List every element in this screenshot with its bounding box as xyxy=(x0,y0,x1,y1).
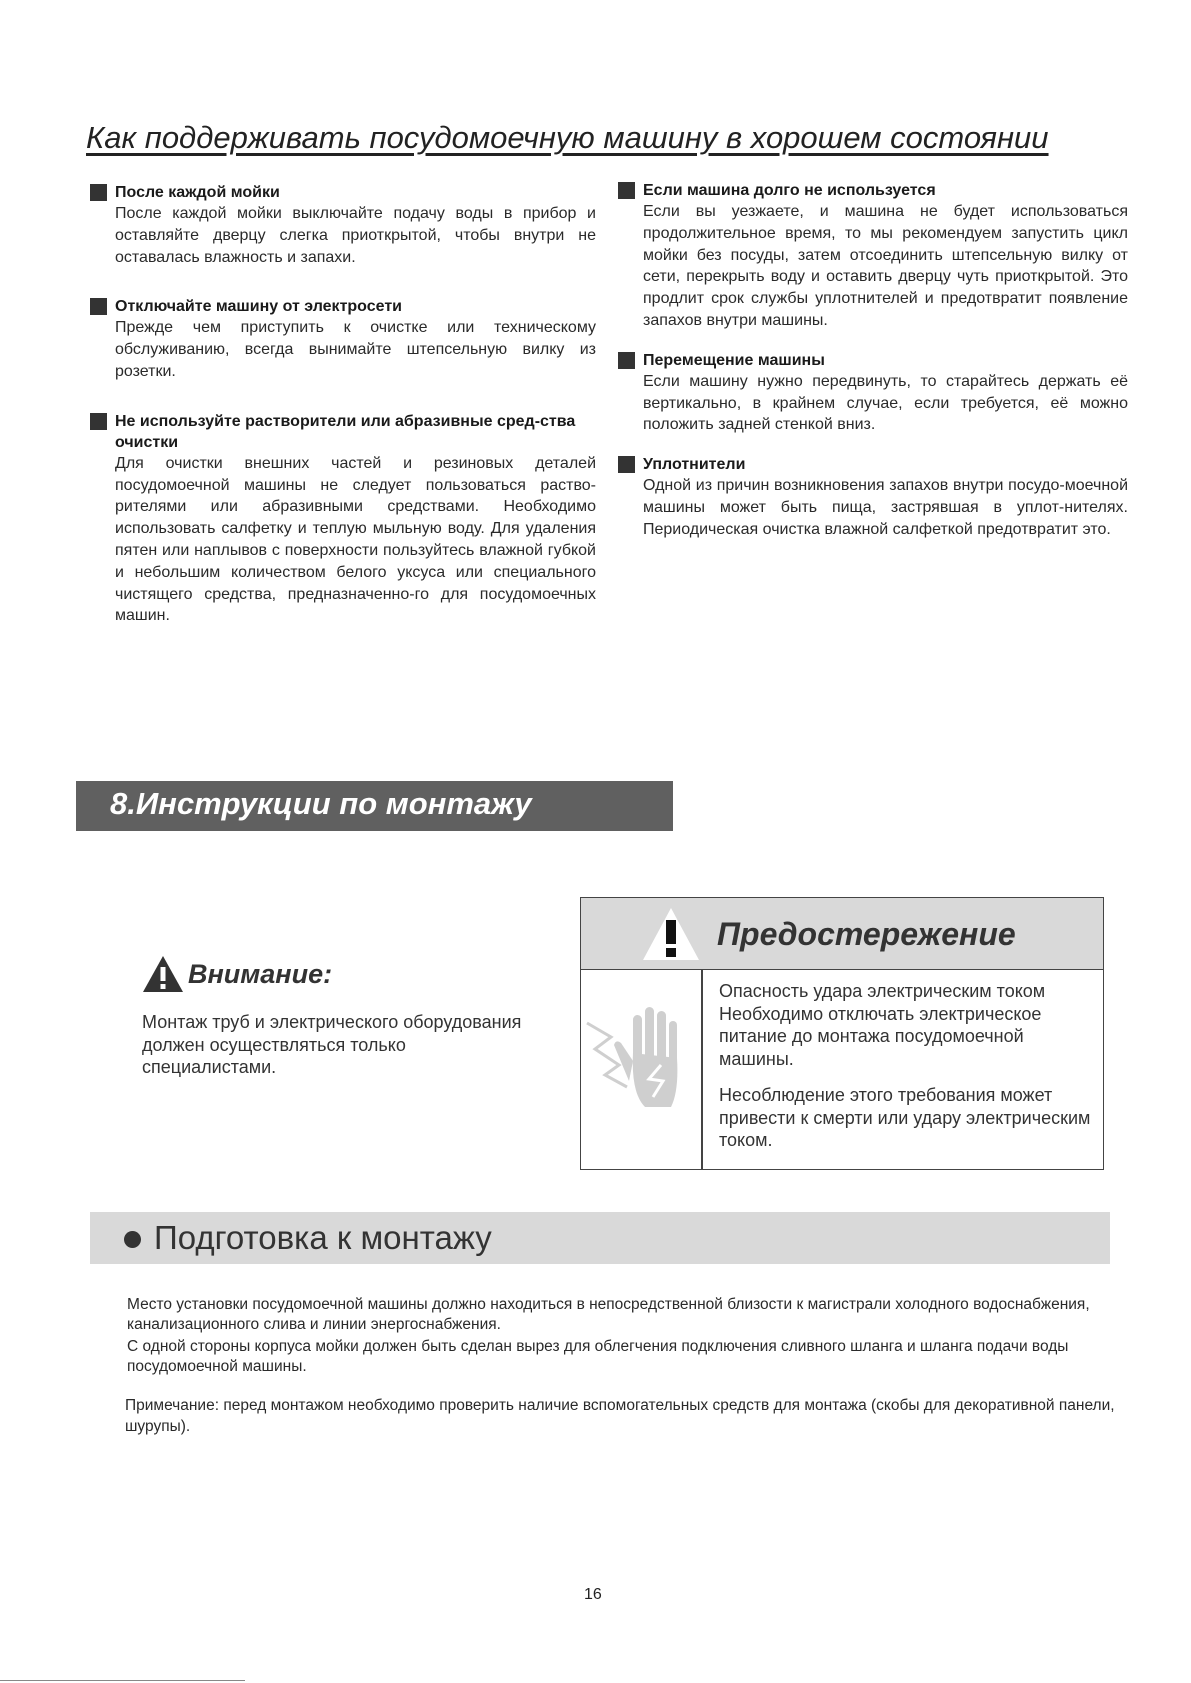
page-number: 16 xyxy=(584,1586,602,1603)
page-title: Как поддерживать посудомоечную машину в хорошем состоянии xyxy=(86,120,1049,155)
section-long-unused xyxy=(618,180,1128,332)
bullet-square-icon xyxy=(90,298,107,315)
bottom-rule xyxy=(0,1680,245,1681)
prep-paragraph: С одной стороны корпуса мойки должен быть сделан вырез для облегчения подключения сливного шланга и шланга подачи воды посудомоечной машины. xyxy=(127,1338,1069,1375)
right-column xyxy=(618,180,1128,559)
section-heading: Перемещение машины xyxy=(643,351,825,369)
warning-paragraph: Опасность удара электрическим током Необходимо отключать электрическое питание до монтажа посудомоечной машины. xyxy=(719,981,1046,1069)
electric-shock-hand-icon xyxy=(583,1003,699,1113)
warning-header xyxy=(581,898,1103,970)
bullet-square-icon xyxy=(618,182,635,199)
section-heading: Отключайте машину от электросети xyxy=(115,298,402,316)
warning-title: Предостережение xyxy=(717,916,1016,952)
section-heading: Уплотнители xyxy=(643,456,746,474)
section-heading: После каждой мойки xyxy=(115,184,280,201)
section-body: Прежде чем приступить к очистке или техническому обслуживанию, всегда вынимайте штепсельную вилку из розетки. xyxy=(115,319,596,380)
section-after-wash xyxy=(90,182,596,268)
section-body: Для очистки внешних частей и резиновых деталей посудомоечной машины не следует пользоваться раство-рителями или абразивными средствами. Необходимо использовать салфетку и теплую мыльную воду. Для удаления пятен или наплывов с поверхности пользуйтесь влажной губкой и небольшим количеством белого уксуса или специального чистящего средства, предназначенно-го для посудомоечных машин. xyxy=(115,454,596,625)
section-body: Если вы уезжаете, и машина не будет использоваться продолжительное время, то мы рекомендуем запустить цикл мойки без посуды, затем отсоединить штепсельную вилку от сети, перекрыть воду и оставить дверцу чуть приоткрытой. Это продлит срок службы уплотнителей и предотвратит появление запахов внутри машины. xyxy=(643,203,1128,329)
warning-triangle-icon xyxy=(641,906,701,962)
prep-text xyxy=(127,1295,1127,1377)
warning-box xyxy=(580,897,1104,1170)
bullet-dot-icon xyxy=(124,1231,141,1248)
section-banner-title: 8.Инструкции по монтажу xyxy=(110,786,532,821)
warning-divider xyxy=(701,969,703,1169)
section-heading: Не используйте растворители или абразивные сред-ства очистки xyxy=(115,412,576,451)
attention-block xyxy=(142,955,542,1079)
bullet-square-icon xyxy=(90,413,107,430)
section-no-solvents xyxy=(90,411,596,627)
left-column xyxy=(90,182,596,645)
attention-title: Внимание: xyxy=(188,958,333,989)
warning-triangle-icon xyxy=(142,955,184,993)
bullet-square-icon xyxy=(618,352,635,369)
section-heading: Если машина долго не используется xyxy=(643,182,936,199)
bullet-square-icon xyxy=(90,184,107,201)
prep-header xyxy=(90,1212,1110,1264)
section-moving xyxy=(618,350,1128,436)
prep-title: Подготовка к монтажу xyxy=(154,1219,492,1256)
warning-text xyxy=(719,980,1099,1166)
prep-note: Примечание: перед монтажом необходимо проверить наличие вспомогательных средств для монтажа (скобы для декоративной панели, шурупы). xyxy=(125,1397,1115,1435)
section-body: Если машину нужно передвинуть, то старайтесь держать её вертикально, в крайнем случае, если требуется, её можно положить задней стенкой вниз. xyxy=(643,372,1128,434)
bullet-square-icon xyxy=(618,456,635,473)
section-body: Одной из причин возникновения запахов внутри посудо-моечной машины может быть пища, застрявшая в уплот-нителях. Периодическая очистка влажной салфеткой предотвратит это. xyxy=(643,477,1128,538)
section-banner xyxy=(76,781,673,831)
prep-paragraph: Место установки посудомоечной машины должно находиться в непосредственной близости к магистрали холодного водоснабжения, канализационного слива и линии энергоснабжения. xyxy=(127,1296,1090,1333)
section-seals xyxy=(618,454,1128,540)
section-body: После каждой мойки выключайте подачу воды в прибор и оставляйте дверцу слегка приоткрытой, чтобы внутри не оставалась влажность и запахи. xyxy=(115,205,596,266)
section-unplug xyxy=(90,296,596,382)
attention-text: Монтаж труб и электрического оборудования должен осуществляться только специалистами. xyxy=(142,1012,522,1077)
warning-paragraph: Несоблюдение этого требования может привести к смерти или удару электрическим током. xyxy=(719,1085,1091,1150)
